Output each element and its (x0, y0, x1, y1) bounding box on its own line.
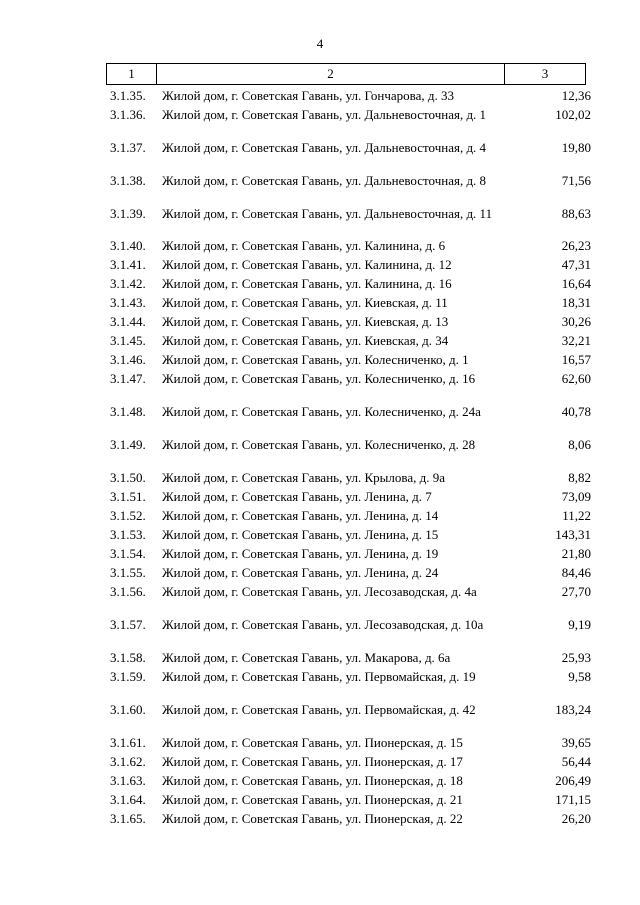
row-description: Жилой дом, г. Советская Гавань, ул. Киевская, д. 34 (162, 333, 449, 348)
row-number: 3.1.44. (110, 314, 146, 329)
row-number: 3.1.42. (110, 276, 146, 291)
row-number: 3.1.45. (110, 333, 146, 348)
row-value: 88,63 (561, 206, 591, 221)
row-value: 171,15 (555, 792, 591, 807)
row-value: 56,44 (561, 754, 591, 769)
row-value: 47,31 (561, 257, 591, 272)
row-description: Жилой дом, г. Советская Гавань, ул. Ленина, д. 24 (162, 565, 439, 580)
row-value: 84,46 (561, 565, 591, 580)
row-number: 3.1.47. (110, 371, 146, 386)
row-number: 3.1.54. (110, 546, 146, 561)
row-value: 16,64 (561, 276, 591, 291)
row-value: 9,19 (568, 617, 591, 632)
row-value: 40,78 (561, 404, 591, 419)
row-number: 3.1.57. (110, 617, 146, 632)
row-value: 27,70 (561, 584, 591, 599)
row-number: 3.1.61. (110, 735, 146, 750)
row-value: 11,22 (562, 508, 591, 523)
row-description: Жилой дом, г. Советская Гавань, ул. Дальневосточная, д. 8 (162, 173, 487, 188)
row-description: Жилой дом, г. Советская Гавань, ул. Пионерская, д. 21 (162, 792, 463, 807)
row-number: 3.1.52. (110, 508, 146, 523)
row-value: 143,31 (555, 527, 591, 542)
row-description: Жилой дом, г. Советская Гавань, ул. Дальневосточная, д. 11 (162, 206, 493, 221)
row-description: Жилой дом, г. Советская Гавань, ул. Колесниченко, д. 28 (162, 437, 476, 452)
row-description: Жилой дом, г. Советская Гавань, ул. Калинина, д. 16 (162, 276, 452, 291)
row-value: 73,09 (561, 489, 591, 504)
row-description: Жилой дом, г. Советская Гавань, ул. Ленина, д. 7 (162, 489, 432, 504)
row-number: 3.1.53. (110, 527, 146, 542)
row-number: 3.1.60. (110, 702, 146, 717)
row-description: Жилой дом, г. Советская Гавань, ул. Макарова, д. 6а (162, 650, 451, 665)
row-value: 26,20 (561, 811, 591, 826)
row-value: 18,31 (561, 295, 591, 310)
row-value: 39,65 (561, 735, 591, 750)
row-number: 3.1.35. (110, 88, 146, 103)
row-value: 12,36 (561, 88, 591, 103)
row-description: Жилой дом, г. Советская Гавань, ул. Дальневосточная, д. 1 (162, 107, 487, 122)
row-description: Жилой дом, г. Советская Гавань, ул. Первомайская, д. 42 (162, 702, 476, 717)
row-number: 3.1.49. (110, 437, 146, 452)
row-description: Жилой дом, г. Советская Гавань, ул. Первомайская, д. 19 (162, 669, 476, 684)
row-description: Жилой дом, г. Советская Гавань, ул. Ленина, д. 19 (162, 546, 439, 561)
row-description: Жилой дом, г. Советская Гавань, ул. Колесниченко, д. 16 (162, 371, 476, 386)
row-description: Жилой дом, г. Советская Гавань, ул. Киевская, д. 11 (162, 295, 448, 310)
row-value: 16,57 (561, 352, 591, 367)
row-number: 3.1.62. (110, 754, 146, 769)
row-value: 62,60 (561, 371, 591, 386)
row-description: Жилой дом, г. Советская Гавань, ул. Гончарова, д. 33 (162, 88, 454, 103)
row-value: 19,80 (561, 140, 591, 155)
row-number: 3.1.39. (110, 206, 146, 221)
row-number: 3.1.48. (110, 404, 146, 419)
row-value: 9,58 (568, 669, 591, 684)
row-number: 3.1.59. (110, 669, 146, 684)
row-number: 3.1.65. (110, 811, 146, 826)
row-description: Жилой дом, г. Советская Гавань, ул. Калинина, д. 12 (162, 257, 452, 272)
row-number: 3.1.37. (110, 140, 146, 155)
row-value: 102,02 (555, 107, 591, 122)
row-value: 21,80 (561, 546, 591, 561)
row-number: 3.1.63. (110, 773, 146, 788)
row-value: 71,56 (561, 173, 591, 188)
row-description: Жилой дом, г. Советская Гавань, ул. Калинина, д. 6 (162, 238, 446, 253)
row-number: 3.1.64. (110, 792, 146, 807)
row-number: 3.1.55. (110, 565, 146, 580)
row-number: 3.1.46. (110, 352, 146, 367)
row-description: Жилой дом, г. Советская Гавань, ул. Пионерская, д. 22 (162, 811, 463, 826)
row-description: Жилой дом, г. Советская Гавань, ул. Лесозаводская, д. 10а (162, 617, 484, 632)
row-description: Жилой дом, г. Советская Гавань, ул. Ленина, д. 15 (162, 527, 439, 542)
row-number: 3.1.41. (110, 257, 146, 272)
row-description: Жилой дом, г. Советская Гавань, ул. Пионерская, д. 18 (162, 773, 463, 788)
row-description: Жилой дом, г. Советская Гавань, ул. Лесозаводская, д. 4а (162, 584, 477, 599)
row-value: 32,21 (561, 333, 591, 348)
table-header (106, 63, 586, 85)
page-number: 4 (316, 36, 324, 51)
row-number: 3.1.38. (110, 173, 146, 188)
row-description: Жилой дом, г. Советская Гавань, ул. Дальневосточная, д. 4 (162, 140, 487, 155)
column-header-3: 3 (541, 66, 549, 81)
row-number: 3.1.50. (110, 470, 146, 485)
row-description: Жилой дом, г. Советская Гавань, ул. Колесниченко, д. 24а (162, 404, 481, 419)
row-value: 25,93 (561, 650, 591, 665)
row-description: Жилой дом, г. Советская Гавань, ул. Крылова, д. 9а (162, 470, 446, 485)
row-number: 3.1.43. (110, 295, 146, 310)
row-description: Жилой дом, г. Советская Гавань, ул. Ленина, д. 14 (162, 508, 439, 523)
row-value: 206,49 (555, 773, 591, 788)
row-description: Жилой дом, г. Советская Гавань, ул. Колесниченко, д. 1 (162, 352, 469, 367)
row-number: 3.1.40. (110, 238, 146, 253)
row-number: 3.1.36. (110, 107, 146, 122)
row-value: 8,82 (568, 470, 591, 485)
row-value: 30,26 (561, 314, 591, 329)
row-description: Жилой дом, г. Советская Гавань, ул. Киевская, д. 13 (162, 314, 449, 329)
row-number: 3.1.58. (110, 650, 146, 665)
column-header-2: 2 (157, 64, 505, 84)
row-description: Жилой дом, г. Советская Гавань, ул. Пионерская, д. 15 (162, 735, 463, 750)
row-value: 183,24 (555, 702, 591, 717)
column-header-1: 1 (107, 64, 157, 84)
row-value: 26,23 (561, 238, 591, 253)
row-number: 3.1.51. (110, 489, 146, 504)
row-description: Жилой дом, г. Советская Гавань, ул. Пионерская, д. 17 (162, 754, 463, 769)
row-number: 3.1.56. (110, 584, 146, 599)
row-value: 8,06 (568, 437, 591, 452)
